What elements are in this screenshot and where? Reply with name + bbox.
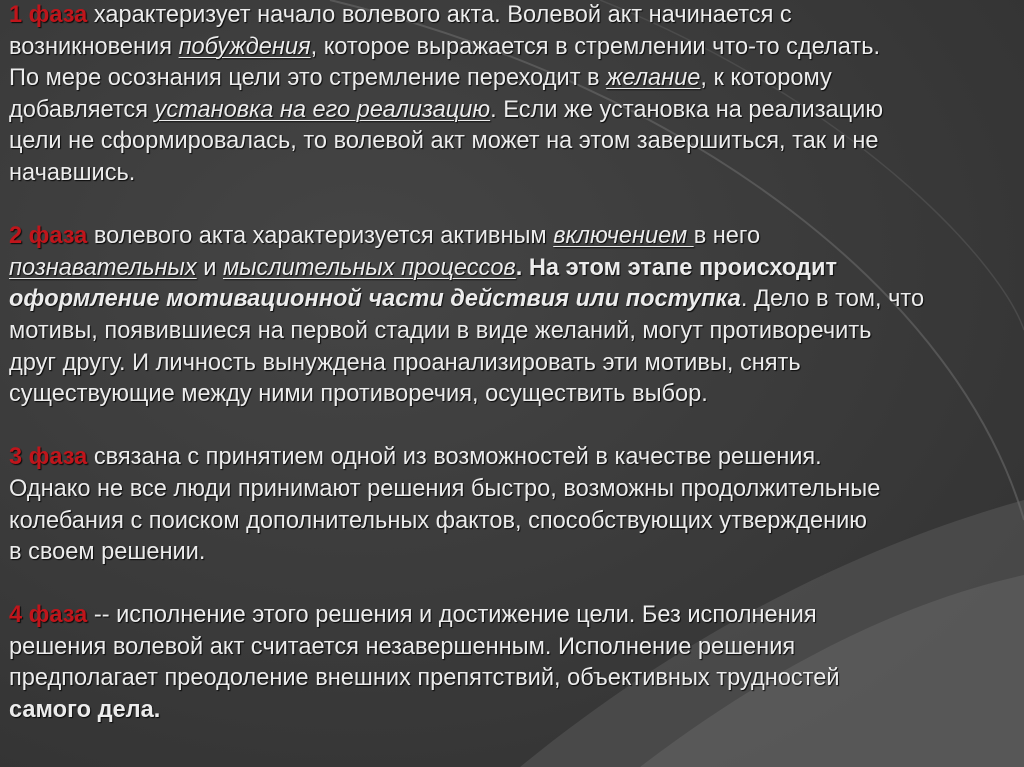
paragraph-phase-1 bbox=[9, 0, 1019, 190]
text-line bbox=[9, 221, 1019, 253]
text-line bbox=[9, 158, 1019, 190]
paragraph-phase-4 bbox=[9, 600, 1019, 726]
text-line bbox=[9, 632, 1019, 664]
emphasis-term: побуждения bbox=[178, 33, 311, 60]
text-run: связана с принятием одной из возможностей в качестве решения. bbox=[87, 444, 822, 471]
paragraph-phase-3 bbox=[9, 442, 1019, 568]
emphasis-term: познавательных bbox=[9, 254, 197, 281]
text-line bbox=[9, 316, 1019, 348]
text-line bbox=[9, 0, 1019, 32]
slide-content bbox=[9, 0, 1019, 727]
text-run: добавляется bbox=[9, 96, 155, 123]
text-run: мотивы, появившиеся на первой стадии в виде желаний, могут противоречить bbox=[9, 317, 872, 344]
text-run: существующие между ними противоречия, осуществить выбор. bbox=[9, 381, 708, 408]
text-line bbox=[9, 663, 1019, 695]
emphasis-term: установка на его реализацию bbox=[154, 96, 491, 123]
text-run: характеризует начало волевого акта. Волевой акт начинается с bbox=[87, 2, 792, 28]
phase-label: 3 фаза bbox=[9, 444, 88, 471]
text-line bbox=[9, 63, 1019, 95]
text-line bbox=[9, 379, 1019, 411]
phase-label: 4 фаза bbox=[9, 602, 88, 629]
text-line bbox=[9, 537, 1019, 569]
text-run: друг другу. И личность вынуждена проанализировать эти мотивы, снять bbox=[9, 349, 801, 376]
text-run: . Дело в том, что bbox=[740, 286, 925, 313]
bold-text-run: самого дела. bbox=[9, 697, 161, 724]
text-line bbox=[9, 126, 1019, 158]
text-line bbox=[9, 253, 1019, 285]
phase-label: 2 фаза bbox=[9, 223, 88, 250]
bold-text-run: . На этом этапе происходит bbox=[515, 254, 838, 281]
text-run: По мере осознания цели это стремление переходит в bbox=[9, 65, 607, 92]
text-line bbox=[9, 284, 1019, 316]
text-run: в своем решении. bbox=[9, 539, 206, 566]
text-line bbox=[9, 695, 1019, 727]
emphasis-term: желание bbox=[606, 65, 701, 92]
text-run: колебания с поиском дополнительных фактов, способствующих утверждению bbox=[9, 507, 867, 534]
text-run: , к которому bbox=[700, 65, 832, 92]
text-run: цели не сформировалась, то волевой акт может на этом завершиться, так и не bbox=[9, 128, 879, 155]
text-run: волевого акта характеризуется активным bbox=[87, 223, 554, 250]
italic-text-run: оформление мотивационной части действия или поступка bbox=[9, 286, 741, 313]
text-run: в него bbox=[693, 223, 761, 250]
text-run: и bbox=[196, 254, 223, 281]
text-line bbox=[9, 348, 1019, 380]
paragraph-gap bbox=[9, 411, 1019, 443]
paragraph-phase-2 bbox=[9, 221, 1019, 411]
text-line bbox=[9, 442, 1019, 474]
text-line bbox=[9, 506, 1019, 538]
text-run: предполагает преодоление внешних препятствий, объективных трудностей bbox=[9, 665, 840, 692]
text-run: решения волевой акт считается незавершенным. Исполнение решения bbox=[9, 633, 796, 660]
text-run: начавшись. bbox=[9, 159, 136, 186]
text-line bbox=[9, 32, 1019, 64]
text-run: . Если же установка на реализацию bbox=[490, 96, 884, 123]
emphasis-term: мыслительных процессов bbox=[222, 254, 516, 281]
paragraph-gap bbox=[9, 569, 1019, 601]
text-line bbox=[9, 474, 1019, 506]
text-run: возникновения bbox=[9, 33, 179, 60]
text-line bbox=[9, 95, 1019, 127]
emphasis-term: включением bbox=[553, 223, 694, 250]
text-run: -- исполнение этого решения и достижение цели. Без исполнения bbox=[87, 602, 817, 629]
text-run: Однако не все люди принимают решения быстро, возможны продолжительные bbox=[9, 475, 881, 502]
phase-label: 1 фаза bbox=[9, 2, 88, 28]
text-run: , которое выражается в стремлении что-то сделать. bbox=[310, 33, 881, 60]
paragraph-gap bbox=[9, 190, 1019, 222]
text-line bbox=[9, 600, 1019, 632]
